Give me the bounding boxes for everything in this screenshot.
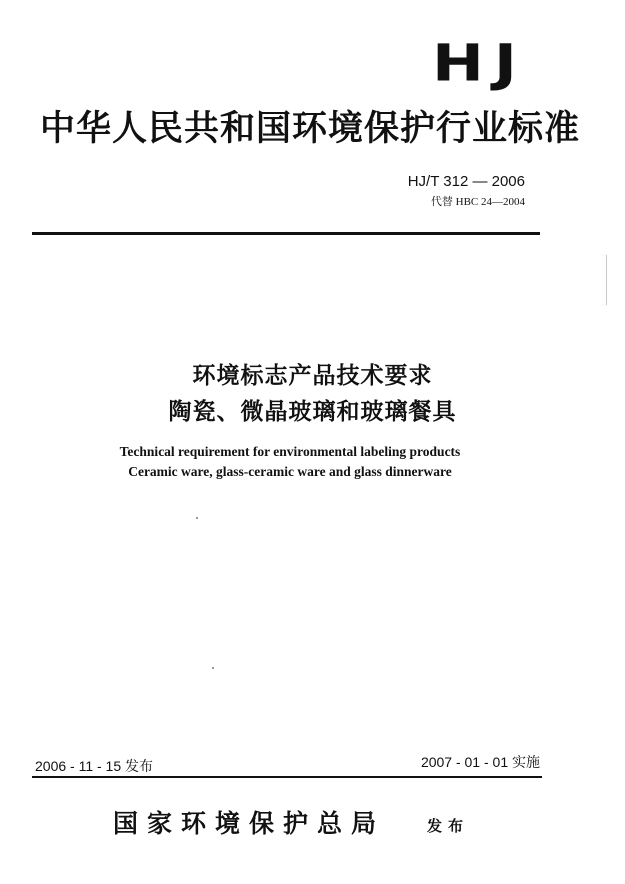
publish-label: 发布	[427, 817, 470, 835]
scan-edge-mark	[606, 255, 607, 305]
chinese-title-line-1: 环境标志产品技术要求	[192, 363, 433, 389]
english-title-line-2: Ceramic ware, glass-ceramic ware and glass dinnerware	[128, 464, 452, 479]
scan-speck	[212, 667, 214, 669]
standard-number: HJ/T 312 — 2006	[407, 173, 525, 190]
standard-category-title: 中华人民共和国环境保护行业标准	[40, 109, 581, 149]
english-title-line-1: Technical requirement for environmental labeling products	[119, 444, 461, 459]
issue-date: 2006 - 11 - 15 发布	[35, 758, 154, 774]
hj-logo: HJ	[432, 33, 527, 93]
implementation-date: 2007 - 01 - 01 实施	[420, 754, 540, 770]
top-divider	[32, 232, 540, 235]
publisher-name: 国家环境保护总局	[113, 809, 386, 838]
replaces-standard: 代替 HBC 24—2004	[430, 196, 525, 208]
bottom-divider	[32, 776, 542, 778]
chinese-title-line-2: 陶瓷、微晶玻璃和玻璃餐具	[168, 399, 457, 425]
scan-speck	[196, 517, 198, 519]
